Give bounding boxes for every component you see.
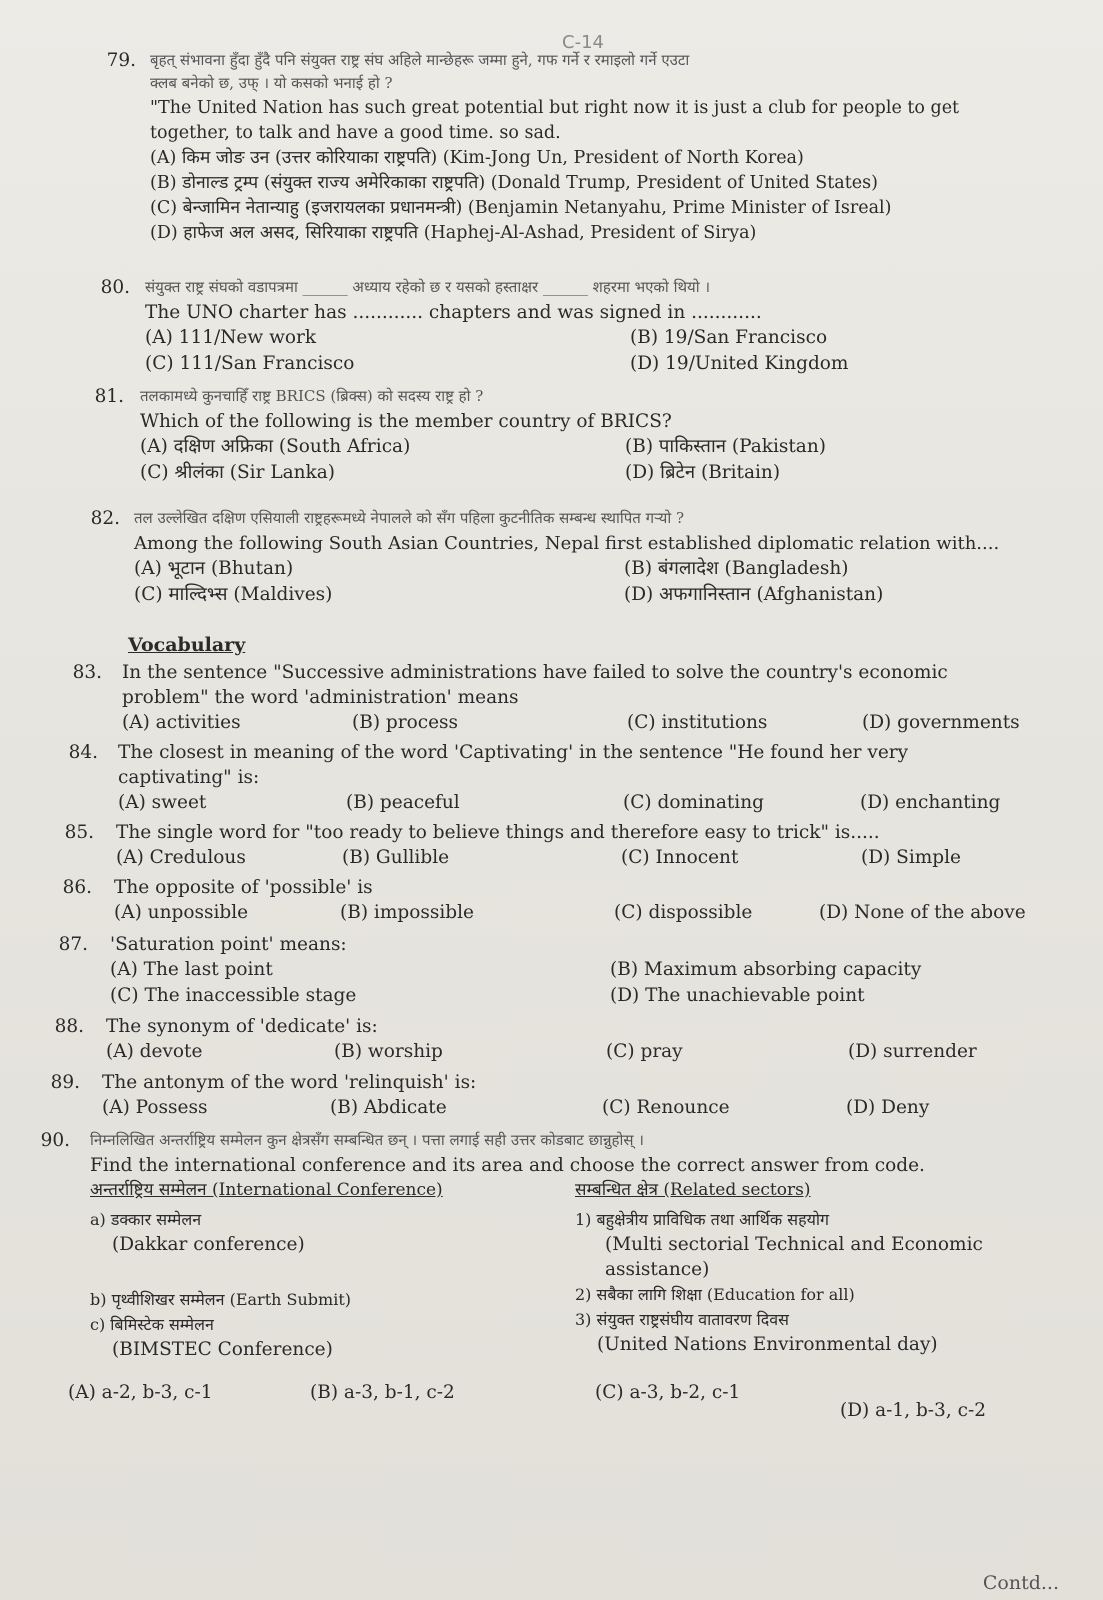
option-d[interactable]: (D) enchanting [860, 792, 1001, 813]
column-header-conference: अन्तर्राष्ट्रिय सम्मेलन (International Conference) [90, 1180, 443, 1200]
question-text-english: "The United Nation has such great potential but right now it is just a club for people to get [150, 98, 960, 118]
option-d[interactable]: (D) surrender [848, 1041, 977, 1062]
option-d[interactable]: (D) अफगानिस्तान (Afghanistan) [624, 584, 884, 605]
question-number: 87. [58, 934, 88, 955]
option-b[interactable]: (B) process [352, 712, 459, 733]
match-left-c-sub: (BIMSTEC Conference) [112, 1339, 333, 1360]
option-d[interactable]: (D) None of the above [819, 902, 1026, 923]
question-number: 83. [72, 662, 102, 683]
option-a[interactable]: (A) sweet [118, 792, 207, 813]
question-number: 82. [90, 508, 120, 529]
question-number: 88. [54, 1016, 84, 1037]
option-b[interactable]: (B) पाकिस्तान (Pakistan) [625, 436, 826, 457]
continued-label: Contd... [982, 1572, 1059, 1594]
question-number: 84. [68, 742, 98, 763]
option-d[interactable]: (D) Simple [861, 847, 961, 868]
match-left-a: a) डक्कार सम्मेलन [90, 1210, 202, 1229]
option-d[interactable]: (D) a-1, b-3, c-2 [840, 1400, 986, 1421]
question-text: The synonym of 'dedicate' is: [106, 1016, 378, 1037]
option-a[interactable]: (A) Possess [102, 1097, 208, 1118]
question-text-nepali: बृहत् संभावना हुँदा हुँदै पनि संयुक्त राष्ट्र संघ अहिले मान्छेहरू जम्मा हुने, गफ गर्ने र रमाइलो गर्ने एउटा [150, 51, 690, 69]
option-a[interactable]: (A) किम जोङ उन (उत्तर कोरियाका राष्ट्रपति) (Kim-Jong Un, President of North Korea) [150, 148, 804, 168]
question-text-english: Find the international conference and its area and choose the correct answer from code. [90, 1155, 925, 1176]
option-a[interactable]: (A) a-2, b-3, c-1 [68, 1382, 213, 1403]
option-a[interactable]: (A) The last point [110, 959, 273, 980]
question-text: In the sentence "Successive administrations have failed to solve the country's economic [122, 662, 948, 683]
question-text: The single word for "too ready to believe things and therefore easy to trick" is..... [116, 822, 880, 843]
option-b[interactable]: (B) worship [334, 1041, 443, 1062]
option-c[interactable]: (C) pray [606, 1041, 683, 1062]
option-b[interactable]: (B) Maximum absorbing capacity [610, 959, 922, 980]
match-right-1: 1) बहुक्षेत्रीय प्राविधिक तथा आर्थिक सहयोग [575, 1210, 830, 1229]
option-b[interactable]: (B) a-3, b-1, c-2 [310, 1382, 455, 1403]
option-d[interactable]: (D) The unachievable point [610, 985, 865, 1006]
option-a[interactable]: (A) 111/New work [145, 327, 317, 348]
match-left-b: b) पृथ्वीशिखर सम्मेलन (Earth Submit) [90, 1290, 351, 1309]
match-left-c: c) बिमिस्टेक सम्मेलन [90, 1315, 214, 1334]
option-d[interactable]: (D) 19/United Kingdom [630, 353, 849, 374]
question-text: captivating" is: [118, 767, 260, 788]
option-c[interactable]: (C) Innocent [621, 847, 739, 868]
question-text-nepali: संयुक्त राष्ट्र संघको वडापत्रमा ______ अध्याय रहेको छ र यसको हस्ताक्षर ______ शहरमा भएको थियो । [145, 278, 711, 296]
question-text-nepali: तल उल्लेखित दक्षिण एसियाली राष्ट्रहरूमध्ये नेपालले को सँग पहिला कुटनीतिक सम्बन्ध स्थापित गर्‍यो ? [134, 509, 685, 527]
question-text: The opposite of 'possible' is [114, 877, 373, 898]
section-heading-vocabulary: Vocabulary [128, 634, 246, 656]
question-text: 'Saturation point' means: [110, 934, 347, 955]
question-text-english: The UNO charter has ............ chapters and was signed in ............ [145, 302, 762, 323]
option-c[interactable]: (C) माल्दिभ्स (Maldives) [134, 584, 333, 605]
option-b[interactable]: (B) 19/San Francisco [630, 327, 828, 348]
question-text-english: Which of the following is the member country of BRICS? [140, 411, 672, 432]
option-c[interactable]: (C) dominating [623, 792, 764, 813]
option-c[interactable]: (C) institutions [627, 712, 768, 733]
question-number: 90. [40, 1130, 70, 1151]
option-a[interactable]: (A) भूटान (Bhutan) [134, 558, 294, 579]
question-text: The antonym of the word 'relinquish' is: [102, 1072, 477, 1093]
match-right-3-sub: (United Nations Environmental day) [597, 1334, 938, 1355]
option-c[interactable]: (C) 111/San Francisco [145, 353, 355, 374]
question-text-nepali: क्लब बनेको छ, उफ् । यो कसको भनाई हो ? [150, 74, 393, 92]
option-a[interactable]: (A) unpossible [114, 902, 249, 923]
option-b[interactable]: (B) बंगलादेश (Bangladesh) [624, 558, 849, 579]
option-b[interactable]: (B) Gullible [342, 847, 450, 868]
question-text-english: together, to talk and have a good time. so sad. [150, 123, 561, 143]
option-a[interactable]: (A) devote [106, 1041, 203, 1062]
option-d[interactable]: (D) ब्रिटेन (Britain) [625, 462, 781, 483]
match-right-2: 2) सबैका लागि शिक्षा (Education for all) [575, 1285, 855, 1304]
option-d[interactable]: (D) governments [862, 712, 1020, 733]
match-table [90, 1178, 1063, 1368]
option-b[interactable]: (B) डोनाल्ड ट्रम्प (संयुक्त राज्य अमेरिकाका राष्ट्रपति) (Donald Trump, President of United States) [150, 173, 878, 193]
question-number: 79. [106, 50, 136, 71]
option-c[interactable]: (C) The inaccessible stage [110, 985, 357, 1006]
option-c[interactable]: (C) Renounce [602, 1097, 730, 1118]
option-c[interactable]: (C) dispossible [614, 902, 753, 923]
question-text-nepali: निम्नलिखित अन्तर्राष्ट्रिय सम्मेलन कुन क्षेत्रसँग सम्बन्धित छन् । पत्ता लगाई सही उत्तर कोडबाट छान्नुहोस् । [90, 1131, 644, 1149]
match-right-3: 3) संयुक्त राष्ट्रसंघीय वातावरण दिवस [575, 1310, 789, 1329]
option-a[interactable]: (A) activities [122, 712, 241, 733]
option-c[interactable]: (C) बेन्जामिन नेतान्याहु (इजरायलका प्रधानमन्त्री) (Benjamin Netanyahu, Prime Minister of Isreal) [150, 198, 892, 218]
match-right-1-sub2: assistance) [605, 1259, 710, 1280]
option-c[interactable]: (C) a-3, b-2, c-1 [595, 1382, 741, 1403]
option-c[interactable]: (C) श्रीलंका (Sir Lanka) [140, 462, 336, 483]
question-text: The closest in meaning of the word 'Captivating' in the sentence "He found her very [118, 742, 909, 763]
option-a[interactable]: (A) Credulous [116, 847, 246, 868]
question-number: 86. [62, 877, 92, 898]
question-number: 85. [64, 822, 94, 843]
option-b[interactable]: (B) Abdicate [330, 1097, 447, 1118]
option-d[interactable]: (D) हाफेज अल असद, सिरियाका राष्ट्रपति (Haphej-Al-Ashad, President of Sirya) [150, 223, 757, 243]
page-code: C-14 [562, 32, 604, 53]
question-text: problem" the word 'administration' means [122, 687, 519, 708]
match-left-a-sub: (Dakkar conference) [112, 1234, 305, 1255]
option-b[interactable]: (B) peaceful [346, 792, 460, 813]
option-a[interactable]: (A) दक्षिण अफ्रिका (South Africa) [140, 436, 411, 457]
question-number: 81. [94, 386, 124, 407]
match-right-1-sub: (Multi sectorial Technical and Economic [605, 1234, 983, 1255]
question-number: 89. [50, 1072, 80, 1093]
question-text-english: Among the following South Asian Countries, Nepal first established diplomatic relation with.... [134, 533, 1000, 554]
column-header-sectors: सम्बन्धित क्षेत्र (Related sectors) [575, 1180, 811, 1200]
option-d[interactable]: (D) Deny [846, 1097, 930, 1118]
question-number: 80. [100, 277, 130, 298]
option-b[interactable]: (B) impossible [340, 902, 474, 923]
question-text-nepali: तलकामध्ये कुनचाहिँ राष्ट्र BRICS (ब्रिक्स) को सदस्य राष्ट्र हो ? [140, 387, 484, 405]
